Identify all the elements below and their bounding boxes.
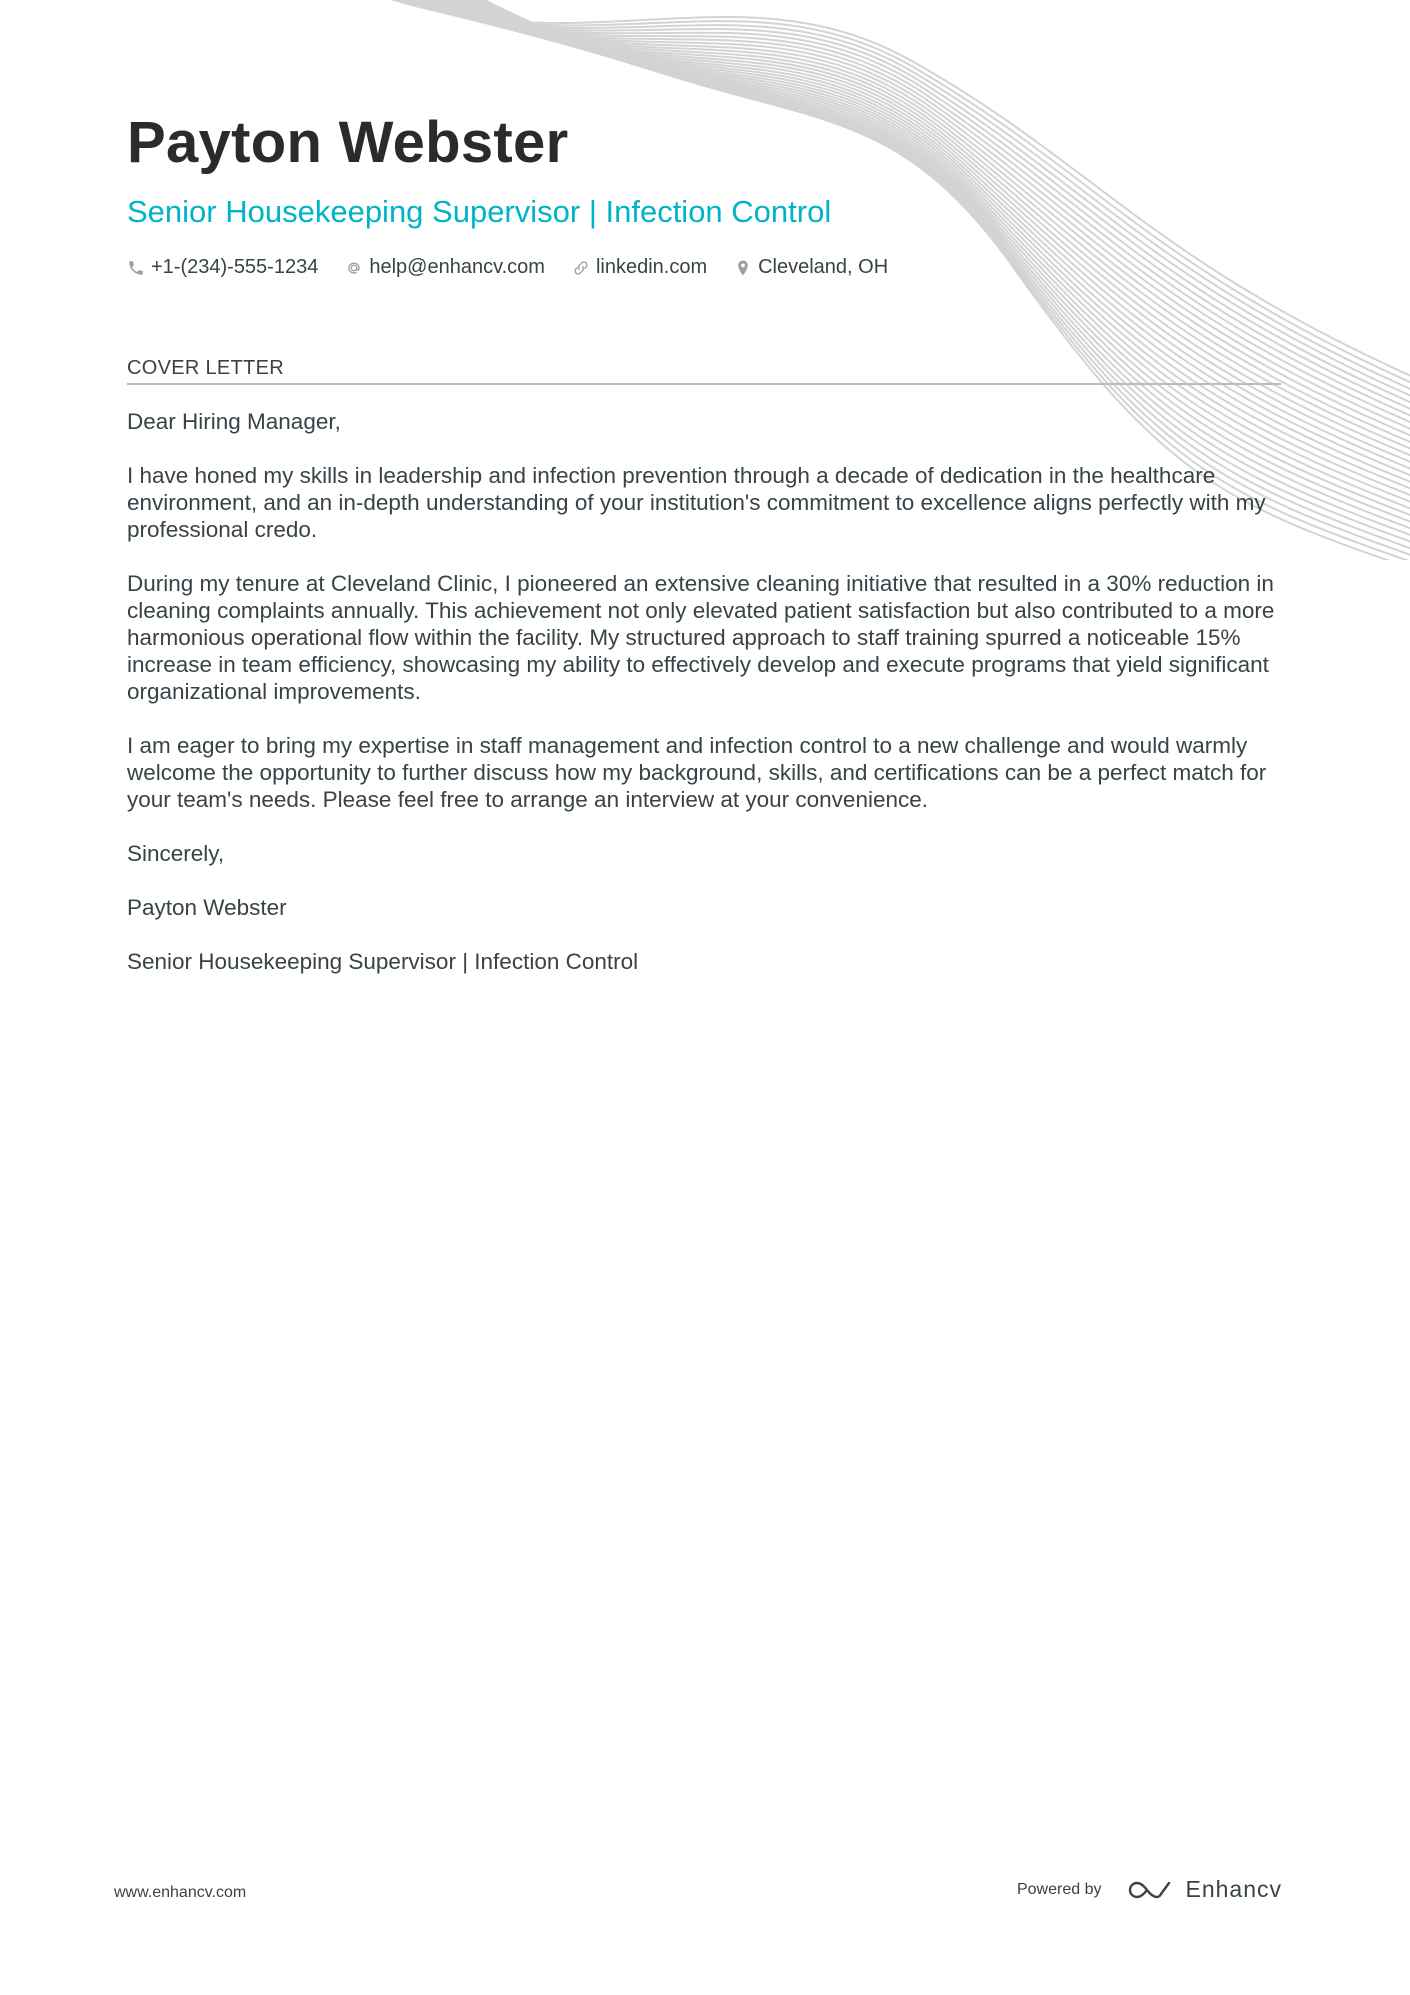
- letter-paragraph: During my tenure at Cleveland Clinic, I pioneered an extensive cleaning initiative that resulted in a 30% reduction in cleaning complaints annually. This achievement not only elevated patient satisfaction but also contributed to a more harmonious operational flow within the facility. My structured approach to staff training spurred a noticeable 15% increase in team efficiency, showcasing my ability to effectively develop and execute programs that yield significant organizational improvements.: [127, 571, 1275, 704]
- email-text[interactable]: help@enhancv.com: [369, 256, 545, 278]
- at-icon: [345, 259, 363, 277]
- letter-paragraph: I have honed my skills in leadership and infection prevention through a decade of dedication in the healthcare environment, and an in-depth understanding of your institution's commitment to excellence aligns perfectly with my professional credo.: [127, 463, 1266, 542]
- linkedin-text[interactable]: linkedin.com: [595, 256, 708, 278]
- phone-text[interactable]: +1-(234)-555-1234: [151, 256, 319, 278]
- powered-by-label: Powered by: [1016, 1880, 1102, 1898]
- contact-phone: [127, 256, 318, 279]
- signature-name: Payton Webster: [127, 895, 287, 920]
- contact-location: [734, 256, 888, 279]
- candidate-name: Payton Webster: [127, 110, 569, 175]
- contact-email: [345, 256, 545, 279]
- phone-icon: [127, 259, 145, 277]
- contact-info: [127, 256, 1277, 279]
- footer-branding: [1017, 1876, 1282, 1903]
- contact-linkedin: [572, 256, 707, 279]
- cover-letter-section: [127, 357, 1281, 385]
- enhancv-logo-icon: [1127, 1878, 1173, 1902]
- letter-closing: Sincerely,: [127, 841, 225, 866]
- letter-greeting: Dear Hiring Manager,: [127, 409, 341, 434]
- location-pin-icon: [734, 259, 752, 277]
- letter-paragraph: I am eager to bring my expertise in staff management and infection control to a new challenge and would warmly welcome the opportunity to further discuss how my background, skills, and certifications can be a perfect match for your team's needs. Please feel free to arrange an interview at your convenience.: [127, 733, 1267, 812]
- signature-title: Senior Housekeeping Supervisor | Infection Control: [127, 949, 639, 974]
- location-text: Cleveland, OH: [758, 256, 889, 278]
- section-title: COVER LETTER: [127, 357, 1281, 385]
- enhancv-brand[interactable]: Enhancv: [1185, 1876, 1282, 1902]
- candidate-role: Senior Housekeeping Supervisor | Infection Control: [127, 194, 832, 229]
- footer-website[interactable]: www.enhancv.com: [114, 1884, 247, 1901]
- letter-body: [127, 408, 1277, 1002]
- link-icon: [572, 259, 590, 277]
- resume-header: [127, 108, 1277, 279]
